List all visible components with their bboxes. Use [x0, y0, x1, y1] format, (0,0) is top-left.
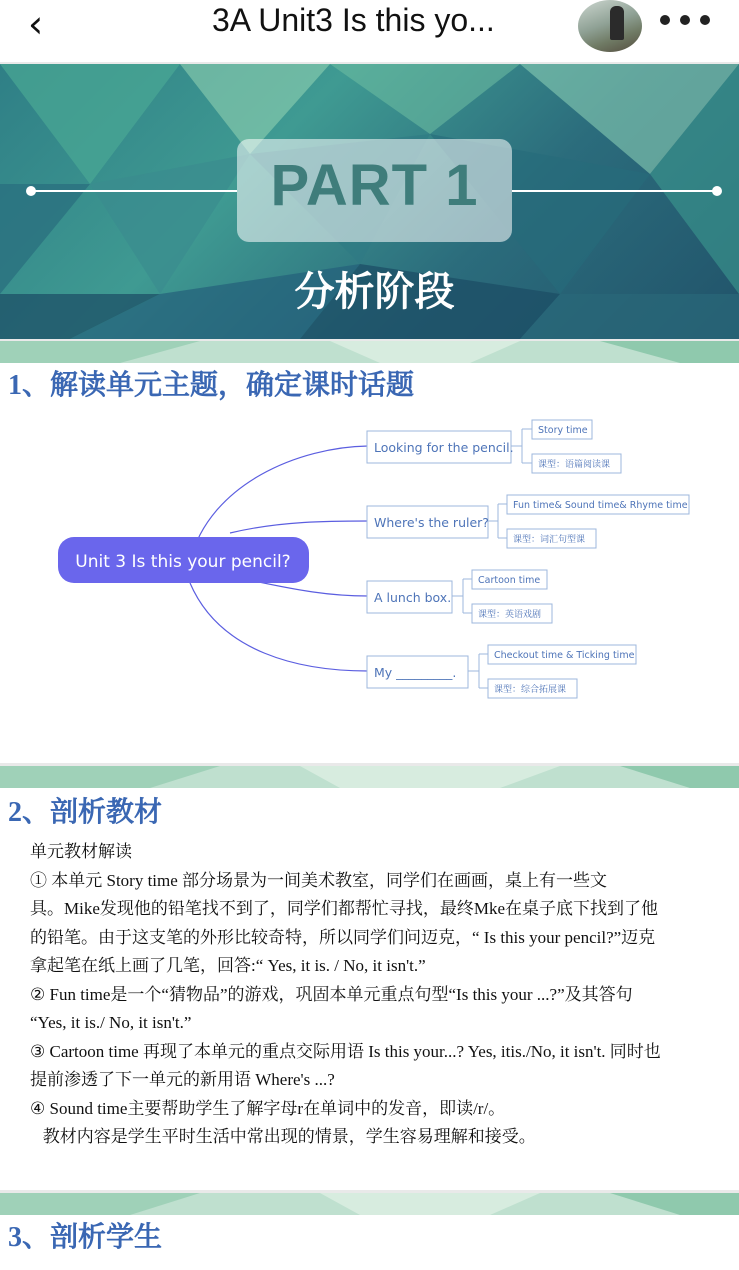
- section-heading: 2、剖析教材: [8, 797, 163, 828]
- mindmap-branch-label: Looking for the pencil.: [374, 440, 514, 455]
- text-line: 教材内容是学生平时生活中常出现的情景，学生容易理解和接受。: [30, 1127, 536, 1146]
- section-heading: 1、解读单元主题，确定课时话题: [8, 370, 415, 401]
- text-line: 的铅笔。由于这支笔的外形比较奇特，所以同学们问迈克，“ Is this your pencil?”迈克: [30, 927, 656, 947]
- decorative-line-right: [512, 190, 717, 192]
- section-heading: 3、剖析学生: [8, 1222, 163, 1253]
- section-strip: [0, 341, 739, 363]
- decorative-dot-left: [26, 186, 36, 196]
- text-line: 单元教材解读: [30, 842, 132, 861]
- mindmap-branch-label: Where's the ruler?: [374, 515, 489, 530]
- decorative-dot-right: [712, 186, 722, 196]
- text-line: 拿起笔在纸上画了几笔，回答:“ Yes, it is. / No, it isn't.”: [30, 956, 426, 975]
- section-unit-theme: [0, 341, 739, 763]
- section-textbook-analysis: [0, 766, 739, 1190]
- section-strip: [0, 766, 739, 788]
- page-title: 3A Unit3 Is this yo...: [212, 2, 495, 38]
- mindmap-leaf: Fun time& Sound time& Rhyme time: [513, 500, 688, 511]
- mindmap-root: Unit 3 Is this your pencil?: [75, 552, 291, 572]
- mindmap-leaf: 课型：语篇阅读课: [538, 460, 611, 470]
- part-banner-slide: [0, 64, 739, 339]
- mindmap-leaf: 课型：词汇句型课: [513, 535, 586, 545]
- textbook-analysis-text: [30, 838, 730, 1152]
- text-line: “Yes, it is./ No, it isn't.”: [30, 1013, 192, 1032]
- top-navigation-bar: [0, 0, 739, 62]
- section-strip: [0, 1193, 739, 1215]
- back-chevron-icon[interactable]: ‹: [28, 2, 44, 46]
- decorative-line-left: [30, 190, 237, 192]
- mindmap-branch-label: My _________.: [374, 665, 457, 680]
- text-line: ④ Sound time主要帮助学生了解字母r在单词中的发音，即读/r/。: [30, 1098, 506, 1118]
- mindmap-leaf: Checkout time & Ticking time: [494, 650, 635, 661]
- mindmap-leaf: 课型：综合拓展课: [494, 685, 567, 695]
- section-student-analysis: [0, 1193, 739, 1270]
- mindmap-branch-label: A lunch box.: [374, 590, 452, 605]
- more-options-icon[interactable]: [660, 5, 710, 35]
- part-subtitle: 分析阶段: [294, 269, 455, 315]
- mindmap-leaf: Cartoon time: [478, 575, 541, 586]
- mindmap-diagram: [0, 403, 739, 763]
- mindmap-leaf: 课型：英语戏剧: [478, 610, 542, 620]
- part-title: PART 1: [270, 153, 479, 218]
- text-line: ③ Cartoon time 再现了本单元的重点交际用语 Is this your...? Yes, itis./No, it isn't. 同时也: [30, 1041, 661, 1061]
- mindmap-leaf: Story time: [538, 425, 588, 436]
- text-line: ② Fun time是一个“猜物品”的游戏，巩固本单元重点句型“Is this your ...?”及其答句: [30, 984, 633, 1004]
- text-line: 具。Mike发现他的铅笔找不到了，同学们都帮忙寻找，最终Mke在桌子底下找到了他: [30, 899, 659, 918]
- avatar[interactable]: [578, 0, 642, 52]
- text-line: 提前渗透了下一单元的新用语 Where's ...?: [30, 1070, 335, 1089]
- text-line: ① 本单元 Story time 部分场景为一间美术教室，同学们在画画，桌上有一些文: [30, 870, 608, 890]
